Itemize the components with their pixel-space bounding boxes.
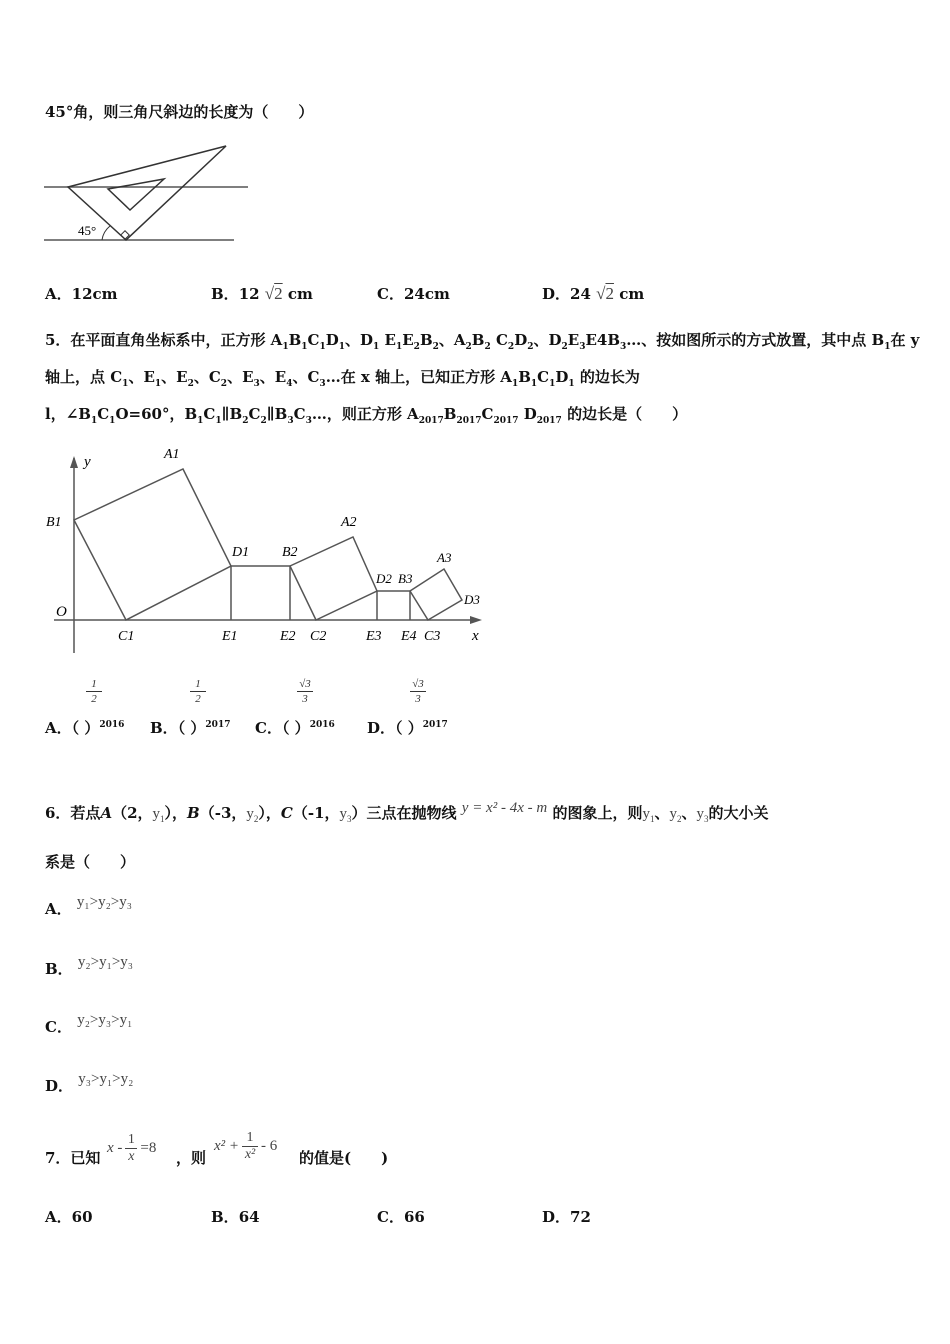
q4-stem: 45°角，则三角尺斜边的长度为（ ） xyxy=(45,103,314,121)
q7-given-equation: x - 1 x =8 xyxy=(107,1131,157,1164)
q7-option-c[interactable]: C．66 xyxy=(377,1208,425,1226)
q5-option-b[interactable]: B．（ ）$^{2017}$ xyxy=(150,719,231,737)
square-3 xyxy=(410,569,462,620)
q5-option-d[interactable]: D．（ ）$^{2017}$ xyxy=(367,719,448,737)
q7-option-a[interactable]: A．60 xyxy=(45,1208,93,1226)
square-d1e1e2b2 xyxy=(231,566,290,620)
square-1 xyxy=(74,469,231,620)
q6-line-2: 系是（ ） xyxy=(45,853,136,871)
label-b1: B1 xyxy=(46,515,62,530)
q5-option-d-fraction: √3 3 xyxy=(406,678,430,705)
square-d2e3e4b3 xyxy=(377,591,410,620)
q6-option-b[interactable]: B． y₂>y₁>y₃ xyxy=(45,954,134,978)
label-d2: D2 xyxy=(376,571,392,586)
q4-option-c[interactable]: C．24cm xyxy=(377,285,450,303)
y-axis-arrow xyxy=(70,456,78,468)
q4-option-d[interactable]: D．24 √2 cm xyxy=(542,284,645,303)
label-c1: C1 xyxy=(118,629,135,644)
x-axis-arrow xyxy=(470,616,482,624)
q6-option-d[interactable]: D． y₃>y₁>y₂ xyxy=(45,1071,134,1095)
label-a3: A3 xyxy=(437,550,452,565)
label-c3: C3 xyxy=(424,629,441,644)
label-e1: E1 xyxy=(222,629,238,644)
q4-figure-triangle xyxy=(44,142,250,246)
q7-mid: ，则 xyxy=(176,1149,207,1167)
q5-line-3: l，$\angle B_1C_1O=60^\circ$，$B_1C_1\parallel B_2C_2\parallel B_3C_3\dots$，则正方形 $A_{2017}B_{2017}C_{2017}$ $D_{2017}$ 的边长是（ ） xyxy=(45,405,688,426)
label-y: y xyxy=(84,454,91,470)
q5-option-c[interactable]: C．（ ）$^{2016}$ xyxy=(255,719,335,737)
q7-option-d[interactable]: D．72 xyxy=(542,1208,591,1226)
q5-line-2: 轴上，点 $C_1$、$E_1$、$E_2$、$C_2$、$E_3$、$E_4$、$C_3\dots$在 x 轴上，已知正方形 $A_1B_1C_1D_1$ 的边长为 xyxy=(45,368,640,389)
q6-option-a[interactable]: A． y₁>y₂>y₃ xyxy=(45,894,132,918)
square-2 xyxy=(290,537,377,620)
q7-suffix: 的值是( ) xyxy=(299,1149,389,1167)
inner-triangle xyxy=(108,179,164,210)
q6-line-1: 6．若点A（2，$y_1$），B（-3，$y_2$），C（-1，$y_3$）三点在抛物线 y = x² - 4x - m 的图象上，则$y_1$、$y_2$、$y_3$的大小关 xyxy=(45,800,769,824)
label-e3: E3 xyxy=(366,629,382,644)
label-x: x xyxy=(472,628,479,644)
q7-prefix: 7．已知 xyxy=(45,1149,101,1167)
label-e2: E2 xyxy=(280,629,296,644)
label-d3: D3 xyxy=(464,592,480,607)
q5-figure-squares xyxy=(44,448,494,658)
label-e4: E4 xyxy=(401,629,417,644)
label-d1: D1 xyxy=(232,545,250,560)
q4-option-b[interactable]: B．12 √2 cm xyxy=(211,284,313,303)
q5-option-b-fraction: 1 2 xyxy=(186,678,210,705)
label-a2: A2 xyxy=(341,515,357,530)
q5-option-c-fraction: √3 3 xyxy=(293,678,317,705)
q7-target-expression: x² + 1 x² - 6 xyxy=(214,1129,278,1162)
label-a1: A1 xyxy=(164,448,180,462)
angle-label: 45° xyxy=(78,223,97,238)
q7-option-b[interactable]: B．64 xyxy=(211,1208,260,1226)
label-c2: C2 xyxy=(310,629,327,644)
q5-option-a-fraction: 1 2 xyxy=(82,678,106,705)
label-b3: B3 xyxy=(398,571,413,586)
q5-option-a[interactable]: A．（ ）$^{2016}$ xyxy=(45,719,125,737)
q6-parabola: y = x² - 4x - m xyxy=(461,800,548,816)
q5-line-1: 5．在平面直角坐标系中，正方形 $A_1B_1C_1D_1$、$D_1$ $E_1E_2B_2$、$A_2B_2$ $C_2D_2$、$D_2E_3E4B_3\dots$、按如图所示的方式放置，其中点 $B_1$在 y xyxy=(45,331,920,352)
angle-arc xyxy=(102,226,110,240)
q4-option-a[interactable]: A．12cm xyxy=(45,285,118,303)
label-b2: B2 xyxy=(282,545,298,560)
label-o: O xyxy=(56,604,67,620)
q6-option-c[interactable]: C． y₂>y₃>y₁ xyxy=(45,1012,133,1036)
